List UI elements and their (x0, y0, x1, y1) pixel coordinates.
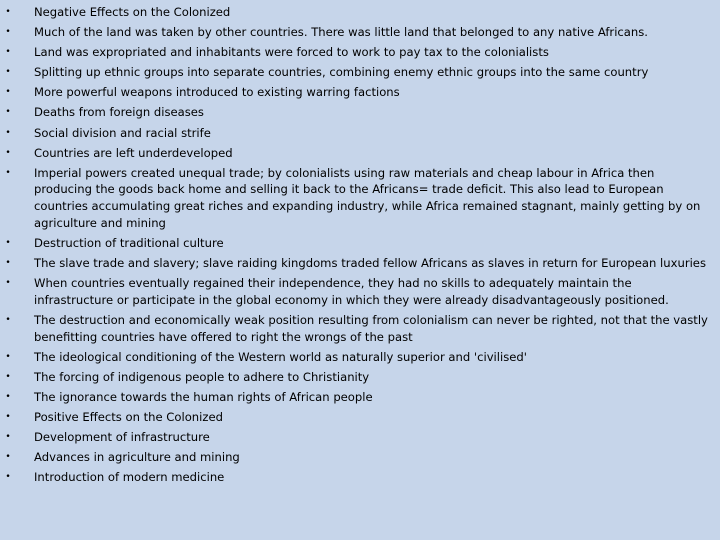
bullet-icon: • (5, 27, 11, 38)
bullet-icon: • (5, 391, 11, 402)
list-item-text: Introduction of modern medicine (34, 470, 225, 485)
bullet-icon: • (5, 432, 11, 443)
bullet-icon: • (5, 167, 11, 178)
bullet-icon: • (5, 127, 11, 138)
list-item-text: Splitting up ethnic groups into separate countries, combining enemy ethnic groups into the same country (34, 65, 649, 80)
bullet-icon: • (5, 371, 11, 382)
list-item (4, 429, 714, 446)
list-item (4, 4, 714, 21)
bullet-icon: • (5, 412, 11, 423)
list-item-text: Imperial powers created unequal trade; by colonialists using raw materials and cheap labour in Africa then producing the goods back home and selling it back to the Africans= trade deficit. This also lead to European countries accumulating great riches and expanding industry, while Africa remained stagnant, mainly getting by on agriculture and mining (34, 165, 701, 230)
bullet-list (4, 4, 714, 486)
list-item-text: Advances in agriculture and mining (34, 450, 240, 465)
bullet-icon: • (5, 314, 11, 325)
list-item (4, 84, 714, 101)
list-item (4, 312, 714, 345)
bullet-icon: • (5, 237, 11, 248)
list-item (4, 235, 714, 252)
list-item (4, 64, 714, 81)
list-item (4, 389, 714, 406)
list-item-text: The ignorance towards the human rights of African people (34, 389, 373, 404)
bullet-icon: • (5, 67, 11, 78)
list-item (4, 449, 714, 466)
list-item (4, 145, 714, 162)
list-item-text: Much of the land was taken by other countries. There was little land that belonged to any native Africans. (34, 25, 648, 40)
list-item-text: The forcing of indigenous people to adhere to Christianity (34, 369, 370, 384)
list-item-text: Destruction of traditional culture (34, 235, 224, 250)
list-item (4, 469, 714, 486)
list-item (4, 349, 714, 366)
list-item (4, 165, 714, 232)
bullet-icon: • (5, 47, 11, 58)
list-item-text: Deaths from foreign diseases (34, 105, 204, 120)
list-item (4, 255, 714, 272)
list-item-text: Social division and racial strife (34, 125, 211, 140)
list-item-text: Negative Effects on the Colonized (34, 5, 231, 19)
list-item-text: The destruction and economically weak position resulting from colonialism can never be righted, not that the vastly benefitting countries have offered to right the wrongs of the past (34, 312, 708, 344)
bullet-icon: • (5, 147, 11, 158)
bullet-icon: • (5, 107, 11, 118)
list-item-text: More powerful weapons introduced to existing warring factions (34, 85, 400, 100)
list-item (4, 24, 714, 41)
list-item-text: Positive Effects on the Colonized (34, 410, 223, 425)
bullet-icon: • (5, 278, 11, 289)
bullet-icon: • (5, 87, 11, 98)
bullet-icon: • (5, 351, 11, 362)
list-item-text: When countries eventually regained their independence, they had no skills to adequately maintain the infrastructure or participate in the global economy in which they were already disadvantageously positioned. (34, 276, 669, 307)
list-item (4, 275, 714, 308)
list-item-text: The ideological conditioning of the Western world as naturally superior and 'civilised' (34, 349, 527, 364)
list-item (4, 44, 714, 61)
list-item-text: The slave trade and slavery; slave raiding kingdoms traded fellow Africans as slaves in return for European luxuries (34, 256, 706, 271)
bullet-icon: • (5, 7, 11, 17)
bullet-icon: • (5, 452, 11, 463)
list-item (4, 409, 714, 426)
bullet-icon: • (5, 472, 11, 483)
list-item (4, 125, 714, 142)
list-item (4, 104, 714, 121)
list-item-text: Development of infrastructure (34, 430, 210, 445)
list-item (4, 369, 714, 386)
list-item-text: Land was expropriated and inhabitants were forced to work to pay tax to the colonialists (34, 45, 549, 60)
bullet-icon: • (5, 258, 11, 269)
list-item-text: Countries are left underdeveloped (34, 145, 233, 160)
